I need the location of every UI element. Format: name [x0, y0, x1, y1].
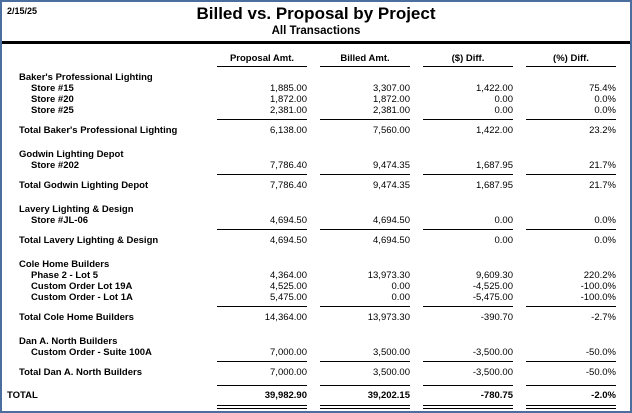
group-total-proposal: 6,138.00 [270, 125, 307, 136]
column-rule [423, 361, 513, 362]
cell-proposal: 4,364.00 [270, 270, 307, 281]
group-total-billed: 7,560.00 [373, 125, 410, 136]
column-rule-row [2, 382, 630, 386]
cell-dollar-diff: 0.00 [494, 94, 513, 105]
cell-proposal: 1,885.00 [270, 83, 307, 94]
group-total-billed: 9,474.35 [373, 180, 410, 191]
group-name: Baker's Professional Lighting [19, 72, 153, 83]
group-total-percent-diff: 23.2% [589, 125, 616, 136]
project-group [2, 72, 630, 136]
cell-dollar-diff: 0.00 [494, 215, 513, 226]
group-name: Dan A. North Builders [19, 336, 118, 347]
report-groups [2, 72, 630, 378]
column-header-dollar-diff: ($) Diff. [423, 53, 513, 67]
column-rule [320, 174, 410, 175]
column-rule [217, 229, 307, 230]
group-total-label: Total Godwin Lighting Depot [19, 180, 149, 191]
cell-billed: 3,500.00 [373, 347, 410, 358]
group-total-label: Total Dan A. North Builders [19, 367, 142, 378]
column-rule-row [2, 226, 630, 230]
cell-percent-diff: 21.7% [589, 160, 616, 171]
project-group [2, 336, 630, 378]
cell-percent-diff: 0.0% [594, 105, 616, 116]
cell-percent-diff: -100.0% [580, 292, 616, 303]
group-total-row [2, 367, 630, 378]
group-header-row [2, 149, 630, 160]
column-rule [423, 306, 513, 307]
column-rule-row [2, 303, 630, 307]
cell-percent-diff: 0.0% [594, 215, 616, 226]
report-title: Billed vs. Proposal by Project [196, 4, 436, 23]
double-rule [320, 405, 410, 410]
project-group [2, 149, 630, 191]
column-header-proposal: Proposal Amt. [217, 53, 307, 67]
group-total-proposal: 4,694.50 [270, 235, 307, 246]
column-rule [320, 361, 410, 362]
group-total-label: Total Lavery Lighting & Design [19, 235, 159, 246]
grand-total-double-rule-row [2, 401, 630, 409]
table-row [2, 347, 630, 358]
column-rule [423, 119, 513, 120]
column-rule [217, 306, 307, 307]
cell-billed: 0.00 [391, 292, 410, 303]
row-label: Store #20 [31, 94, 74, 105]
column-header-percent-diff: (%) Diff. [526, 53, 616, 67]
double-rule [526, 405, 616, 410]
group-header-row [2, 259, 630, 270]
row-label: Store #JL-06 [31, 215, 89, 226]
group-total-percent-diff: 0.0% [594, 235, 616, 246]
grand-total-dollar-diff: -780.75 [480, 390, 513, 401]
group-total-dollar-diff: -390.70 [480, 312, 513, 323]
report-table [2, 53, 630, 409]
row-label: Store #25 [31, 105, 74, 116]
cell-percent-diff: -50.0% [585, 347, 616, 358]
column-rule-row [2, 116, 630, 120]
cell-dollar-diff: -5,475.00 [472, 292, 513, 303]
cell-proposal: 7,000.00 [270, 347, 307, 358]
group-header-row [2, 336, 630, 347]
table-row [2, 292, 630, 303]
group-name: Godwin Lighting Depot [19, 149, 124, 160]
cell-dollar-diff: -3,500.00 [472, 347, 513, 358]
cell-dollar-diff: 9,609.30 [476, 270, 513, 281]
column-rule [217, 385, 307, 386]
group-total-row [2, 312, 630, 323]
column-rule [423, 229, 513, 230]
group-total-percent-diff: 21.7% [589, 180, 616, 191]
group-total-billed: 4,694.50 [373, 235, 410, 246]
table-row [2, 270, 630, 281]
report-subtitle: All Transactions [271, 25, 361, 37]
column-rule [526, 385, 616, 386]
cell-dollar-diff: 1,422.00 [476, 83, 513, 94]
cell-percent-diff: -100.0% [580, 281, 616, 292]
column-header-billed: Billed Amt. [320, 53, 410, 67]
cell-billed: 3,307.00 [373, 83, 410, 94]
column-rule [217, 174, 307, 175]
group-total-row [2, 125, 630, 136]
grand-total-billed: 39,202.15 [367, 390, 410, 401]
cell-percent-diff: 220.2% [583, 270, 616, 281]
cell-proposal: 4,694.50 [270, 215, 307, 226]
group-header-row [2, 72, 630, 83]
cell-proposal: 1,872.00 [270, 94, 307, 105]
group-name: Lavery Lighting & Design [19, 204, 134, 215]
column-rule [526, 229, 616, 230]
column-rule [526, 119, 616, 120]
cell-proposal: 5,475.00 [270, 292, 307, 303]
cell-dollar-diff: -4,525.00 [472, 281, 513, 292]
row-label: Custom Order - Lot 1A [31, 292, 133, 303]
group-total-proposal: 7,786.40 [270, 180, 307, 191]
cell-proposal: 7,786.40 [270, 160, 307, 171]
grand-total-proposal: 39,982.90 [264, 390, 307, 401]
group-total-percent-diff: -2.7% [591, 312, 616, 323]
table-row [2, 281, 630, 292]
group-total-billed: 13,973.30 [367, 312, 410, 323]
column-rule [526, 306, 616, 307]
column-rule [526, 174, 616, 175]
report-date: 2/15/25 [7, 6, 38, 16]
column-rule [423, 174, 513, 175]
column-rule [320, 119, 410, 120]
cell-billed: 9,474.35 [373, 160, 410, 171]
group-total-proposal: 7,000.00 [270, 367, 307, 378]
table-row [2, 83, 630, 94]
project-group [2, 259, 630, 323]
cell-dollar-diff: 1,687.95 [476, 160, 513, 171]
cell-percent-diff: 75.4% [589, 83, 616, 94]
row-label: Phase 2 - Lot 5 [31, 270, 99, 281]
cell-billed: 0.00 [391, 281, 410, 292]
group-total-label: Total Baker's Professional Lighting [19, 125, 178, 136]
cell-proposal: 2,381.00 [270, 105, 307, 116]
table-row [2, 215, 630, 226]
group-total-percent-diff: -50.0% [585, 367, 616, 378]
grand-total-row [2, 390, 630, 401]
column-header-row [2, 53, 630, 67]
column-rule [217, 361, 307, 362]
column-rule [320, 385, 410, 386]
column-rule [320, 229, 410, 230]
table-row [2, 105, 630, 116]
group-total-label: Total Cole Home Builders [19, 312, 134, 323]
group-total-dollar-diff: 0.00 [494, 235, 513, 246]
column-rule [526, 361, 616, 362]
cell-billed: 1,872.00 [373, 94, 410, 105]
row-label: Store #202 [31, 160, 80, 171]
double-rule [217, 405, 307, 410]
cell-billed: 13,973.30 [367, 270, 410, 281]
group-name: Cole Home Builders [19, 259, 110, 270]
column-rule [217, 119, 307, 120]
group-total-dollar-diff: 1,422.00 [476, 125, 513, 136]
group-total-row [2, 180, 630, 191]
row-label: Store #15 [31, 83, 74, 94]
row-label: Custom Order Lot 19A [31, 281, 133, 292]
cell-dollar-diff: 0.00 [494, 105, 513, 116]
cell-proposal: 4,525.00 [270, 281, 307, 292]
row-label: Custom Order - Suite 100A [31, 347, 152, 358]
grand-total-percent-diff: -2.0% [591, 390, 616, 401]
cell-percent-diff: 0.0% [594, 94, 616, 105]
column-rule [320, 306, 410, 307]
grand-total-label: TOTAL [7, 390, 38, 401]
double-rule [423, 405, 513, 410]
cell-billed: 4,694.50 [373, 215, 410, 226]
group-total-proposal: 14,364.00 [264, 312, 307, 323]
cell-billed: 2,381.00 [373, 105, 410, 116]
project-group [2, 204, 630, 246]
group-total-billed: 3,500.00 [373, 367, 410, 378]
group-total-dollar-diff: 1,687.95 [476, 180, 513, 191]
group-total-dollar-diff: -3,500.00 [472, 367, 513, 378]
table-row [2, 94, 630, 105]
group-header-row [2, 204, 630, 215]
header-divider [2, 41, 630, 44]
grand-total-section [2, 382, 630, 409]
column-rule [423, 385, 513, 386]
group-total-row [2, 235, 630, 246]
column-rule-row [2, 358, 630, 362]
table-row [2, 160, 630, 171]
column-rule-row [2, 171, 630, 175]
